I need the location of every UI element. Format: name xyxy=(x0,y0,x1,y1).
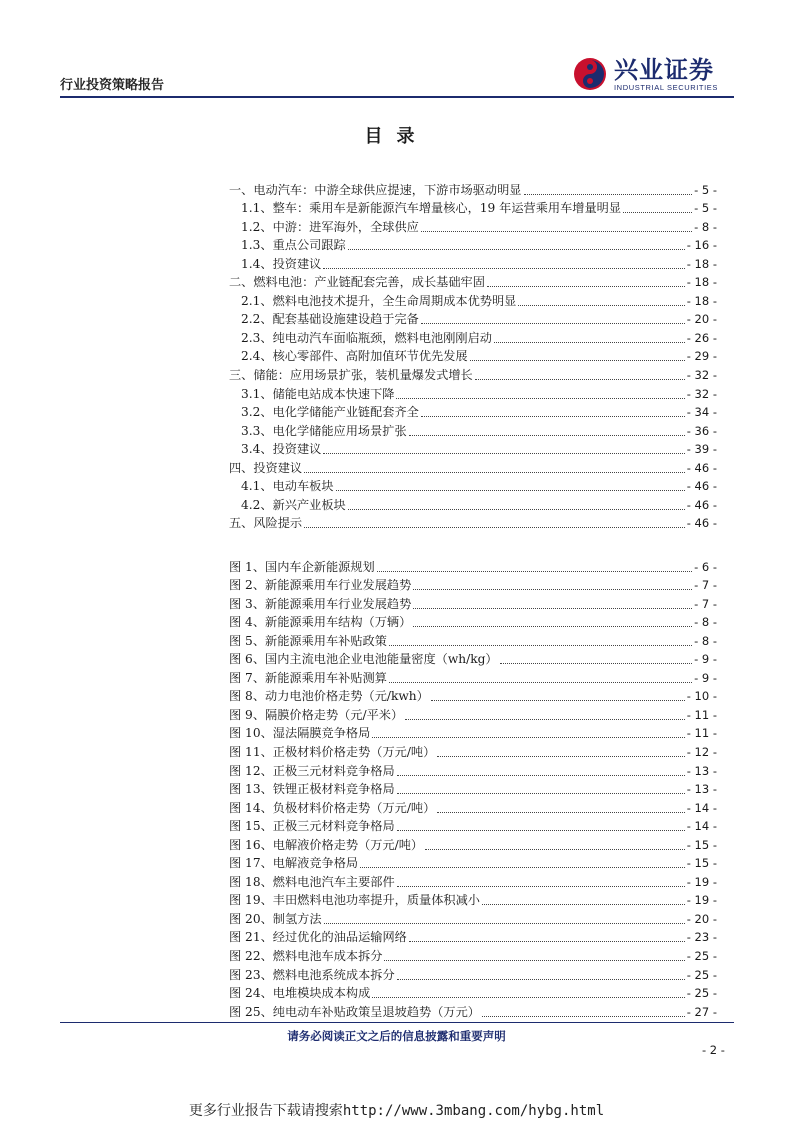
figure-entry-label: 图 20、制氢方法 xyxy=(229,911,322,926)
figure-entry[interactable] xyxy=(229,834,717,853)
figure-entry[interactable] xyxy=(229,649,717,668)
toc-entry-label: 4.1、电动车板块 xyxy=(241,479,334,494)
dot-leader xyxy=(413,608,692,609)
toc-entry[interactable] xyxy=(229,327,717,346)
toc-entry[interactable] xyxy=(229,383,717,402)
dot-leader xyxy=(431,700,685,701)
table-of-contents xyxy=(229,179,717,531)
toc-entry-page: - 5 - xyxy=(694,182,717,197)
toc-entry[interactable] xyxy=(229,198,717,217)
dot-leader xyxy=(372,737,684,738)
toc-entry-page: - 34 - xyxy=(686,405,717,420)
figure-entry[interactable] xyxy=(229,760,717,779)
dot-leader xyxy=(397,793,685,794)
dot-leader xyxy=(372,997,684,998)
figure-entry-label: 图 3、新能源乘用车行业发展趋势 xyxy=(229,596,412,611)
figure-entry[interactable] xyxy=(229,853,717,872)
dot-leader xyxy=(421,416,685,417)
toc-entry[interactable] xyxy=(229,513,717,532)
toc-entry-page: - 46 - xyxy=(686,497,717,512)
toc-entry-page: - 18 - xyxy=(686,275,717,290)
toc-entry-label: 四、投资建议 xyxy=(229,460,303,475)
toc-entry[interactable] xyxy=(229,235,717,254)
dot-leader xyxy=(421,231,692,232)
toc-entry-page: - 20 - xyxy=(686,312,717,327)
dot-leader xyxy=(405,719,685,720)
toc-entry[interactable] xyxy=(229,439,717,458)
figure-entry-page: - 11 - xyxy=(686,726,717,741)
toc-entry-page: - 18 - xyxy=(686,256,717,271)
dot-leader xyxy=(389,682,692,683)
figure-entry-label: 图 16、电解液价格走势（万元/吨） xyxy=(229,837,424,852)
toc-entry-page: - 46 - xyxy=(686,516,717,531)
figure-entry-label: 图 4、新能源乘用车结构（万辆） xyxy=(229,615,412,630)
dot-leader xyxy=(397,830,685,831)
figure-entry-label: 图 15、正极三元材料竞争格局 xyxy=(229,819,395,834)
report-type-label: 行业投资策略报告 xyxy=(60,78,165,93)
figure-entry-page: - 27 - xyxy=(686,1004,717,1019)
figure-entry-label: 图 8、动力电池价格走势（元/kwh） xyxy=(229,689,429,704)
dot-leader xyxy=(324,923,685,924)
figure-entry-label: 图 14、负极材料价格走势（万元/吨） xyxy=(229,800,436,815)
figure-entry-page: - 25 - xyxy=(686,967,717,982)
dot-leader xyxy=(348,249,685,250)
dot-leader xyxy=(360,867,685,868)
toc-entry-label: 二、燃料电池：产业链配套完善，成长基础牢固 xyxy=(229,275,485,290)
dot-leader xyxy=(397,979,685,980)
toc-entry[interactable] xyxy=(229,346,717,365)
toc-entry[interactable] xyxy=(229,290,717,309)
toc-entry[interactable] xyxy=(229,272,717,291)
figure-entry-label: 图 24、电堆模块成本构成 xyxy=(229,986,371,1001)
toc-entry[interactable] xyxy=(229,179,717,198)
toc-entry-label: 一、电动汽车：中游全球供应提速，下游市场驱动明显 xyxy=(229,182,522,197)
figure-entry-page: - 6 - xyxy=(694,559,717,574)
figure-list xyxy=(229,556,717,1020)
figure-entry-label: 图 25、纯电动车补贴政策呈退坡趋势（万元） xyxy=(229,1004,480,1019)
toc-entry[interactable] xyxy=(229,494,717,513)
figure-entry-page: - 14 - xyxy=(686,800,717,815)
toc-entry-label: 1.1、整车：乘用车是新能源汽车增量核心，19 年运营乘用车增量明显 xyxy=(241,201,622,216)
figure-entry-label: 图 22、燃料电池车成本拆分 xyxy=(229,949,383,964)
figure-entry-label: 图 18、燃料电池汽车主要部件 xyxy=(229,874,395,889)
figure-entry-page: - 7 - xyxy=(694,596,717,611)
dot-leader xyxy=(384,960,684,961)
dot-leader xyxy=(396,398,684,399)
figure-entry[interactable] xyxy=(229,797,717,816)
figure-entry-label: 图 10、湿法隔膜竞争格局 xyxy=(229,726,371,741)
dot-leader xyxy=(397,775,685,776)
toc-entry[interactable] xyxy=(229,309,717,328)
figure-entry-page: - 19 - xyxy=(686,874,717,889)
dot-leader xyxy=(425,849,685,850)
toc-entry-label: 3.3、电化学储能应用场景扩张 xyxy=(241,423,407,438)
toc-entry-page: - 32 - xyxy=(686,386,717,401)
toc-entry-label: 五、风险提示 xyxy=(229,516,303,531)
dot-leader xyxy=(421,323,685,324)
figure-entry-page: - 7 - xyxy=(694,578,717,593)
figure-entry[interactable] xyxy=(229,927,717,946)
figure-entry-page: - 15 - xyxy=(686,837,717,852)
toc-entry-page: - 8 - xyxy=(694,219,717,234)
figure-entry-label: 图 2、新能源乘用车行业发展趋势 xyxy=(229,578,412,593)
dot-leader xyxy=(304,472,685,473)
toc-entry-label: 3.4、投资建议 xyxy=(241,442,322,457)
toc-entry-page: - 29 - xyxy=(686,349,717,364)
figure-entry-label: 图 21、经过优化的油品运输网络 xyxy=(229,930,407,945)
figure-entry[interactable] xyxy=(229,964,717,983)
dot-leader xyxy=(323,453,684,454)
dot-leader xyxy=(304,527,685,528)
toc-entry-page: - 46 - xyxy=(686,479,717,494)
toc-entry-page: - 18 - xyxy=(686,293,717,308)
dot-leader xyxy=(323,268,684,269)
toc-entry-label: 1.3、重点公司跟踪 xyxy=(241,238,346,253)
footer-rule xyxy=(60,1022,734,1023)
toc-entry-label: 2.1、燃料电池技术提升，全生命周期成本优势明显 xyxy=(241,293,517,308)
page-title: 目录 xyxy=(364,126,429,147)
figure-entry[interactable] xyxy=(229,908,717,927)
dot-leader xyxy=(482,904,685,905)
dot-leader xyxy=(413,626,692,627)
figure-entry-page: - 19 - xyxy=(686,893,717,908)
figure-entry[interactable] xyxy=(229,630,717,649)
toc-entry[interactable] xyxy=(229,420,717,439)
toc-entry[interactable] xyxy=(229,476,717,495)
toc-entry-label: 1.2、中游：进军海外，全球供应 xyxy=(241,219,419,234)
dot-leader xyxy=(518,305,684,306)
figure-entry-page: - 12 - xyxy=(686,745,717,760)
figure-entry-page: - 8 - xyxy=(694,633,717,648)
toc-entry[interactable] xyxy=(229,216,717,235)
toc-entry-page: - 32 - xyxy=(686,368,717,383)
figure-entry-label: 图 11、正极材料价格走势（万元/吨） xyxy=(229,745,436,760)
figure-entry-page: - 8 - xyxy=(694,615,717,630)
figure-entry[interactable] xyxy=(229,779,717,798)
figure-entry-page: - 13 - xyxy=(686,782,717,797)
dot-leader xyxy=(623,212,692,213)
figure-entry[interactable] xyxy=(229,816,717,835)
figure-entry-page: - 23 - xyxy=(686,930,717,945)
company-logo xyxy=(572,56,718,92)
toc-entry-label: 2.4、核心零部件、高附加值环节优先发展 xyxy=(241,349,468,364)
dot-leader xyxy=(397,886,685,887)
dot-leader xyxy=(409,941,685,942)
figure-entry-label: 图 23、燃料电池系统成本拆分 xyxy=(229,967,395,982)
figure-entry-page: - 10 - xyxy=(686,689,717,704)
toc-entry-label: 3.1、储能电站成本快速下降 xyxy=(241,386,395,401)
toc-entry-label: 1.4、投资建议 xyxy=(241,256,322,271)
toc-entry-page: - 5 - xyxy=(694,201,717,216)
page-number: - 2 - xyxy=(702,1043,725,1057)
toc-entry-label: 4.2、新兴产业板块 xyxy=(241,497,346,512)
figure-entry-page: - 14 - xyxy=(686,819,717,834)
dot-leader xyxy=(475,379,685,380)
toc-entry-label: 2.2、配套基础设施建设趋于完备 xyxy=(241,312,419,327)
figure-entry-label: 图 6、国内主流电池企业电池能量密度（wh/kg） xyxy=(229,652,498,667)
figure-entry-page: - 9 - xyxy=(694,652,717,667)
header-rule xyxy=(60,96,734,98)
toc-entry[interactable] xyxy=(229,402,717,421)
figure-entry[interactable] xyxy=(229,741,717,760)
dot-leader xyxy=(470,360,685,361)
dot-leader xyxy=(437,812,684,813)
toc-entry-label: 2.3、纯电动汽车面临瓶颈，燃料电池刚刚启动 xyxy=(241,330,492,345)
figure-entry-label: 图 1、国内车企新能源规划 xyxy=(229,559,375,574)
figure-entry-page: - 15 - xyxy=(686,856,717,871)
toc-entry-page: - 46 - xyxy=(686,460,717,475)
dot-leader xyxy=(377,571,692,572)
toc-entry[interactable] xyxy=(229,457,717,476)
figure-entry-page: - 9 - xyxy=(694,670,717,685)
dot-leader xyxy=(409,435,685,436)
toc-entry[interactable] xyxy=(229,364,717,383)
figure-entry[interactable] xyxy=(229,890,717,909)
figure-entry-page: - 13 - xyxy=(686,763,717,778)
figure-entry-label: 图 5、新能源乘用车补贴政策 xyxy=(229,633,387,648)
dot-leader xyxy=(482,1016,685,1017)
figure-entry[interactable] xyxy=(229,704,717,723)
toc-entry[interactable] xyxy=(229,253,717,272)
toc-entry-label: 3.2、电化学储能产业链配套齐全 xyxy=(241,405,419,420)
figure-entry-page: - 25 - xyxy=(686,949,717,964)
figure-entry[interactable] xyxy=(229,556,717,575)
toc-entry-page: - 39 - xyxy=(686,442,717,457)
promo-footer[interactable]: 更多行业报告下载请搜索http://www.3mbang.com/hybg.html xyxy=(188,1103,605,1119)
dot-leader xyxy=(524,194,693,195)
figure-entry-label: 图 19、丰田燃料电池功率提升，质量体积减小 xyxy=(229,893,480,908)
toc-entry-label: 三、储能：应用场景扩张，装机量爆发式增长 xyxy=(229,368,473,383)
figure-entry[interactable] xyxy=(229,983,717,1002)
dot-leader xyxy=(336,490,685,491)
figure-entry-page: - 20 - xyxy=(686,911,717,926)
figure-entry-page: - 11 - xyxy=(686,707,717,722)
figure-entry-label: 图 17、电解液竞争格局 xyxy=(229,856,359,871)
figure-entry[interactable] xyxy=(229,871,717,890)
dot-leader xyxy=(413,589,692,590)
figure-entry[interactable] xyxy=(229,686,717,705)
toc-entry-page: - 36 - xyxy=(686,423,717,438)
dot-leader xyxy=(487,286,685,287)
figure-entry-label: 图 9、隔膜价格走势（元/平米） xyxy=(229,707,404,722)
figure-entry[interactable] xyxy=(229,667,717,686)
disclaimer-text: 请务必阅读正文之后的信息披露和重要声明 xyxy=(287,1029,506,1043)
dot-leader xyxy=(389,645,692,646)
toc-entry-page: - 16 - xyxy=(686,238,717,253)
figure-entry-label: 图 12、正极三元材料竞争格局 xyxy=(229,763,395,778)
figure-entry[interactable] xyxy=(229,1001,717,1020)
figure-entry[interactable] xyxy=(229,945,717,964)
dot-leader xyxy=(348,509,685,510)
figure-entry[interactable] xyxy=(229,593,717,612)
dot-leader xyxy=(437,756,684,757)
dot-leader xyxy=(500,663,692,664)
figure-entry[interactable] xyxy=(229,575,717,594)
figure-entry-label: 图 13、铁锂正极材料竞争格局 xyxy=(229,782,395,797)
figure-entry-page: - 25 - xyxy=(686,986,717,1001)
logo-english-name: INDUSTRIAL SECURITIES xyxy=(614,82,719,92)
industrial-securities-logo-icon xyxy=(572,56,608,92)
logo-chinese-name: 兴业证券 xyxy=(614,55,714,84)
figure-entry-label: 图 7、新能源乘用车补贴测算 xyxy=(229,670,387,685)
figure-entry[interactable] xyxy=(229,723,717,742)
figure-entry[interactable] xyxy=(229,612,717,631)
toc-entry-page: - 26 - xyxy=(686,330,717,345)
dot-leader xyxy=(494,342,685,343)
